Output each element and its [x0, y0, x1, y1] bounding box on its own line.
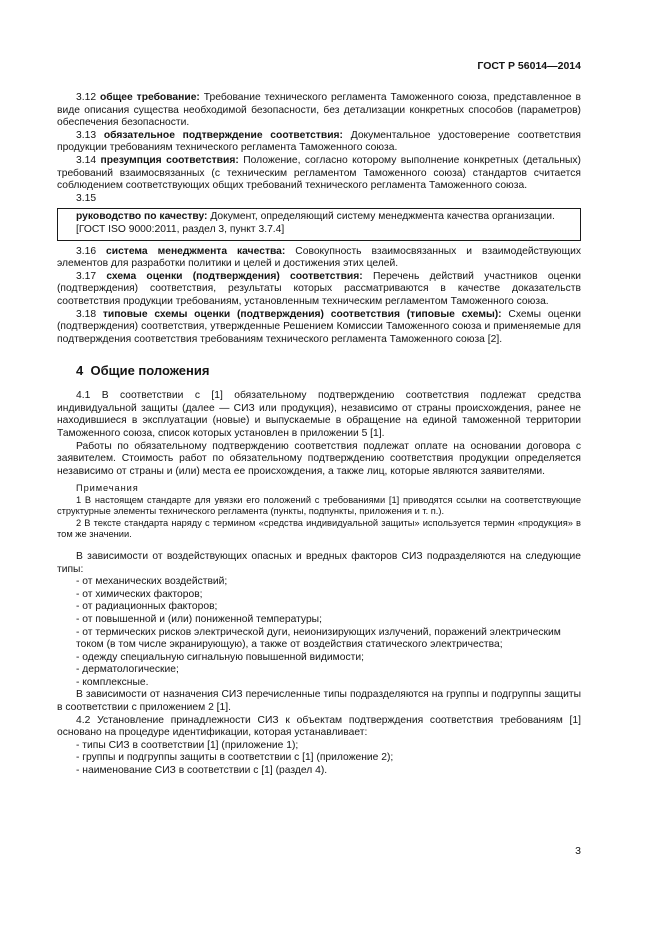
- term: презумпция соответствия:: [100, 154, 239, 166]
- term: руководство по качеству:: [76, 211, 208, 223]
- notes-title: Примечания: [76, 483, 139, 494]
- paragraph-4-2: 4.2 Установление принадлежности СИЗ к объектам подтверждения соответствия требованиям [1] основано на процедуре идентификации, которая устанавливает:: [57, 714, 581, 739]
- definition-text: Требование технического регламента Таможенного союза, представленное в виде описания существа необходимой безопасности, без детализации конкретных способов (параметров) обеспечения безопасности.: [57, 92, 581, 129]
- section-number: 4: [76, 363, 84, 379]
- list-item: - одежду специальную сигнальную повышенной видимости;: [76, 651, 364, 663]
- list-item: - от повышенной и (или) пониженной температуры;: [76, 613, 322, 625]
- definition-3-12: [57, 92, 581, 130]
- paragraph-types: В зависимости от воздействующих опасных и вредных факторов СИЗ подразделяются на следующие типы:: [57, 550, 581, 575]
- definition-3-18: [57, 309, 581, 347]
- list-item: - группы и подгруппы защиты в соответствии с [1] (приложение 2);: [76, 752, 394, 764]
- term: общее требование:: [99, 92, 200, 103]
- clause-number: 3.14: [76, 154, 97, 166]
- definition-text: Документальное удостоверение соответствия продукции требованиям технического регламента Таможенного союза.: [57, 129, 581, 154]
- list-item: - дерматологические;: [76, 664, 179, 676]
- term: типовые схемы оценки (подтверждения) соответствия (типовые схемы):: [102, 308, 502, 320]
- definition-text: Схемы оценки (подтверждения) соответствия, утвержденные Решением Комиссии Таможенного союза и применяемые для подтверждения соответствия требованиям технического регламента Таможенного союза [2].: [57, 308, 582, 345]
- definition-3-14: [57, 155, 581, 193]
- list-item: - типы СИЗ в соответствии [1] (приложение 1);: [76, 739, 299, 751]
- clause-number: 3.17: [76, 270, 97, 282]
- standard-code: ГОСТ Р 56014—2014: [477, 60, 581, 72]
- note-item: 2 В тексте стандарта наряду с термином «средства индивидуальной защиты» используется термин «продукция» в том же значении.: [57, 517, 581, 540]
- document-body: [57, 92, 581, 778]
- definition-text: Совокупность взаимосвязанных и взаимодействующих элементов для разработки политики и целей и достижения этих целей.: [57, 245, 581, 270]
- paragraph-payment: Работы по обязательному подтверждению соответствия подлежат оплате на основании договора с заявителем. Стоимость работ по обязательному подтверждению соответствия продукции определяется независимо от страны и (или) места ее происхождения, а также лиц, которые являются заявителями.: [57, 440, 581, 477]
- clause-number: 3.18: [76, 308, 97, 320]
- paragraph-4-1: 4.1 В соответствии с [1] обязательному подтверждению соответствия подлежат средства индивидуальной защиты (далее — СИЗ или продукция), независимо от страны происхождения, ранее не находившиеся в эксплуатации (новые) и выпускаемые в обращение на единой таможенной территории Таможенного союза, список которых установлен в приложении 5 [1].: [57, 390, 581, 440]
- list-item: - комплексные.: [76, 676, 149, 688]
- list-item: - от радиационных факторов;: [76, 601, 218, 613]
- section-heading: [76, 363, 581, 378]
- list-item: - от химических факторов;: [76, 588, 203, 600]
- definition-3-17: [57, 271, 581, 309]
- term: система менеджмента качества:: [106, 245, 286, 257]
- list-item: - от механических воздействий;: [76, 576, 228, 588]
- definition-3-16: [57, 246, 581, 271]
- definition-source: [ГОСТ ISO 9000:2011, раздел 3, пункт 3.7.4]: [76, 223, 285, 235]
- clause-number: 3.16: [76, 245, 97, 257]
- definition-text: Положение, согласно которому выполнение конкретных (детальных) требований взаимосвязанных (с техническим регламентом Таможенного союза) стандартов считается соблюдением соответствующих общих требований технического регламента Таможенного союза.: [57, 154, 581, 192]
- identification-list: [57, 740, 581, 778]
- definition-3-13: [57, 130, 581, 155]
- definition-3-15-frame: [57, 208, 581, 240]
- term: схема оценки (подтверждения) соответствия:: [106, 270, 363, 282]
- definition-text: Перечень действий участников оценки (подтверждения) соответствия, результаты которых рассматриваются в качестве доказательств соответствия продукции требованиям, установленным техническим регламентом Таможенного союза.: [57, 270, 581, 307]
- note-item: 1 В настоящем стандарте для увязки его положений с требованиями [1] приводятся ссылки на соответствующие структурные элементы технического регламента (пункты, подпункты, приложения и т. п.).: [57, 494, 581, 517]
- clause-number: 3.12: [76, 92, 97, 103]
- section-title: Общие положения: [90, 363, 210, 379]
- types-list: [57, 576, 581, 689]
- clause-number-3-15: 3.15: [76, 192, 97, 204]
- definition-text: Документ, определяющий систему менеджмента качества организации.: [207, 211, 555, 223]
- list-item: - наименование СИЗ в соответствии с [1] (раздел 4).: [76, 765, 328, 777]
- page-number: 3: [575, 845, 581, 858]
- list-item: - от термических рисков электрической дуги, неионизирующих излучений, поражений электрическим током (в том числе экранирующую), а также от воздействия статического электричества;: [76, 626, 561, 651]
- paragraph-groups: В зависимости от назначения СИЗ перечисленные типы подразделяются на группы и подгруппы защиты в соответствии с приложением 2 [1].: [57, 689, 581, 714]
- definition-3-15: [62, 211, 576, 224]
- notes-block: [57, 483, 581, 541]
- term: обязательное подтверждение соответствия:: [103, 129, 343, 141]
- clause-number: 3.13: [76, 129, 97, 141]
